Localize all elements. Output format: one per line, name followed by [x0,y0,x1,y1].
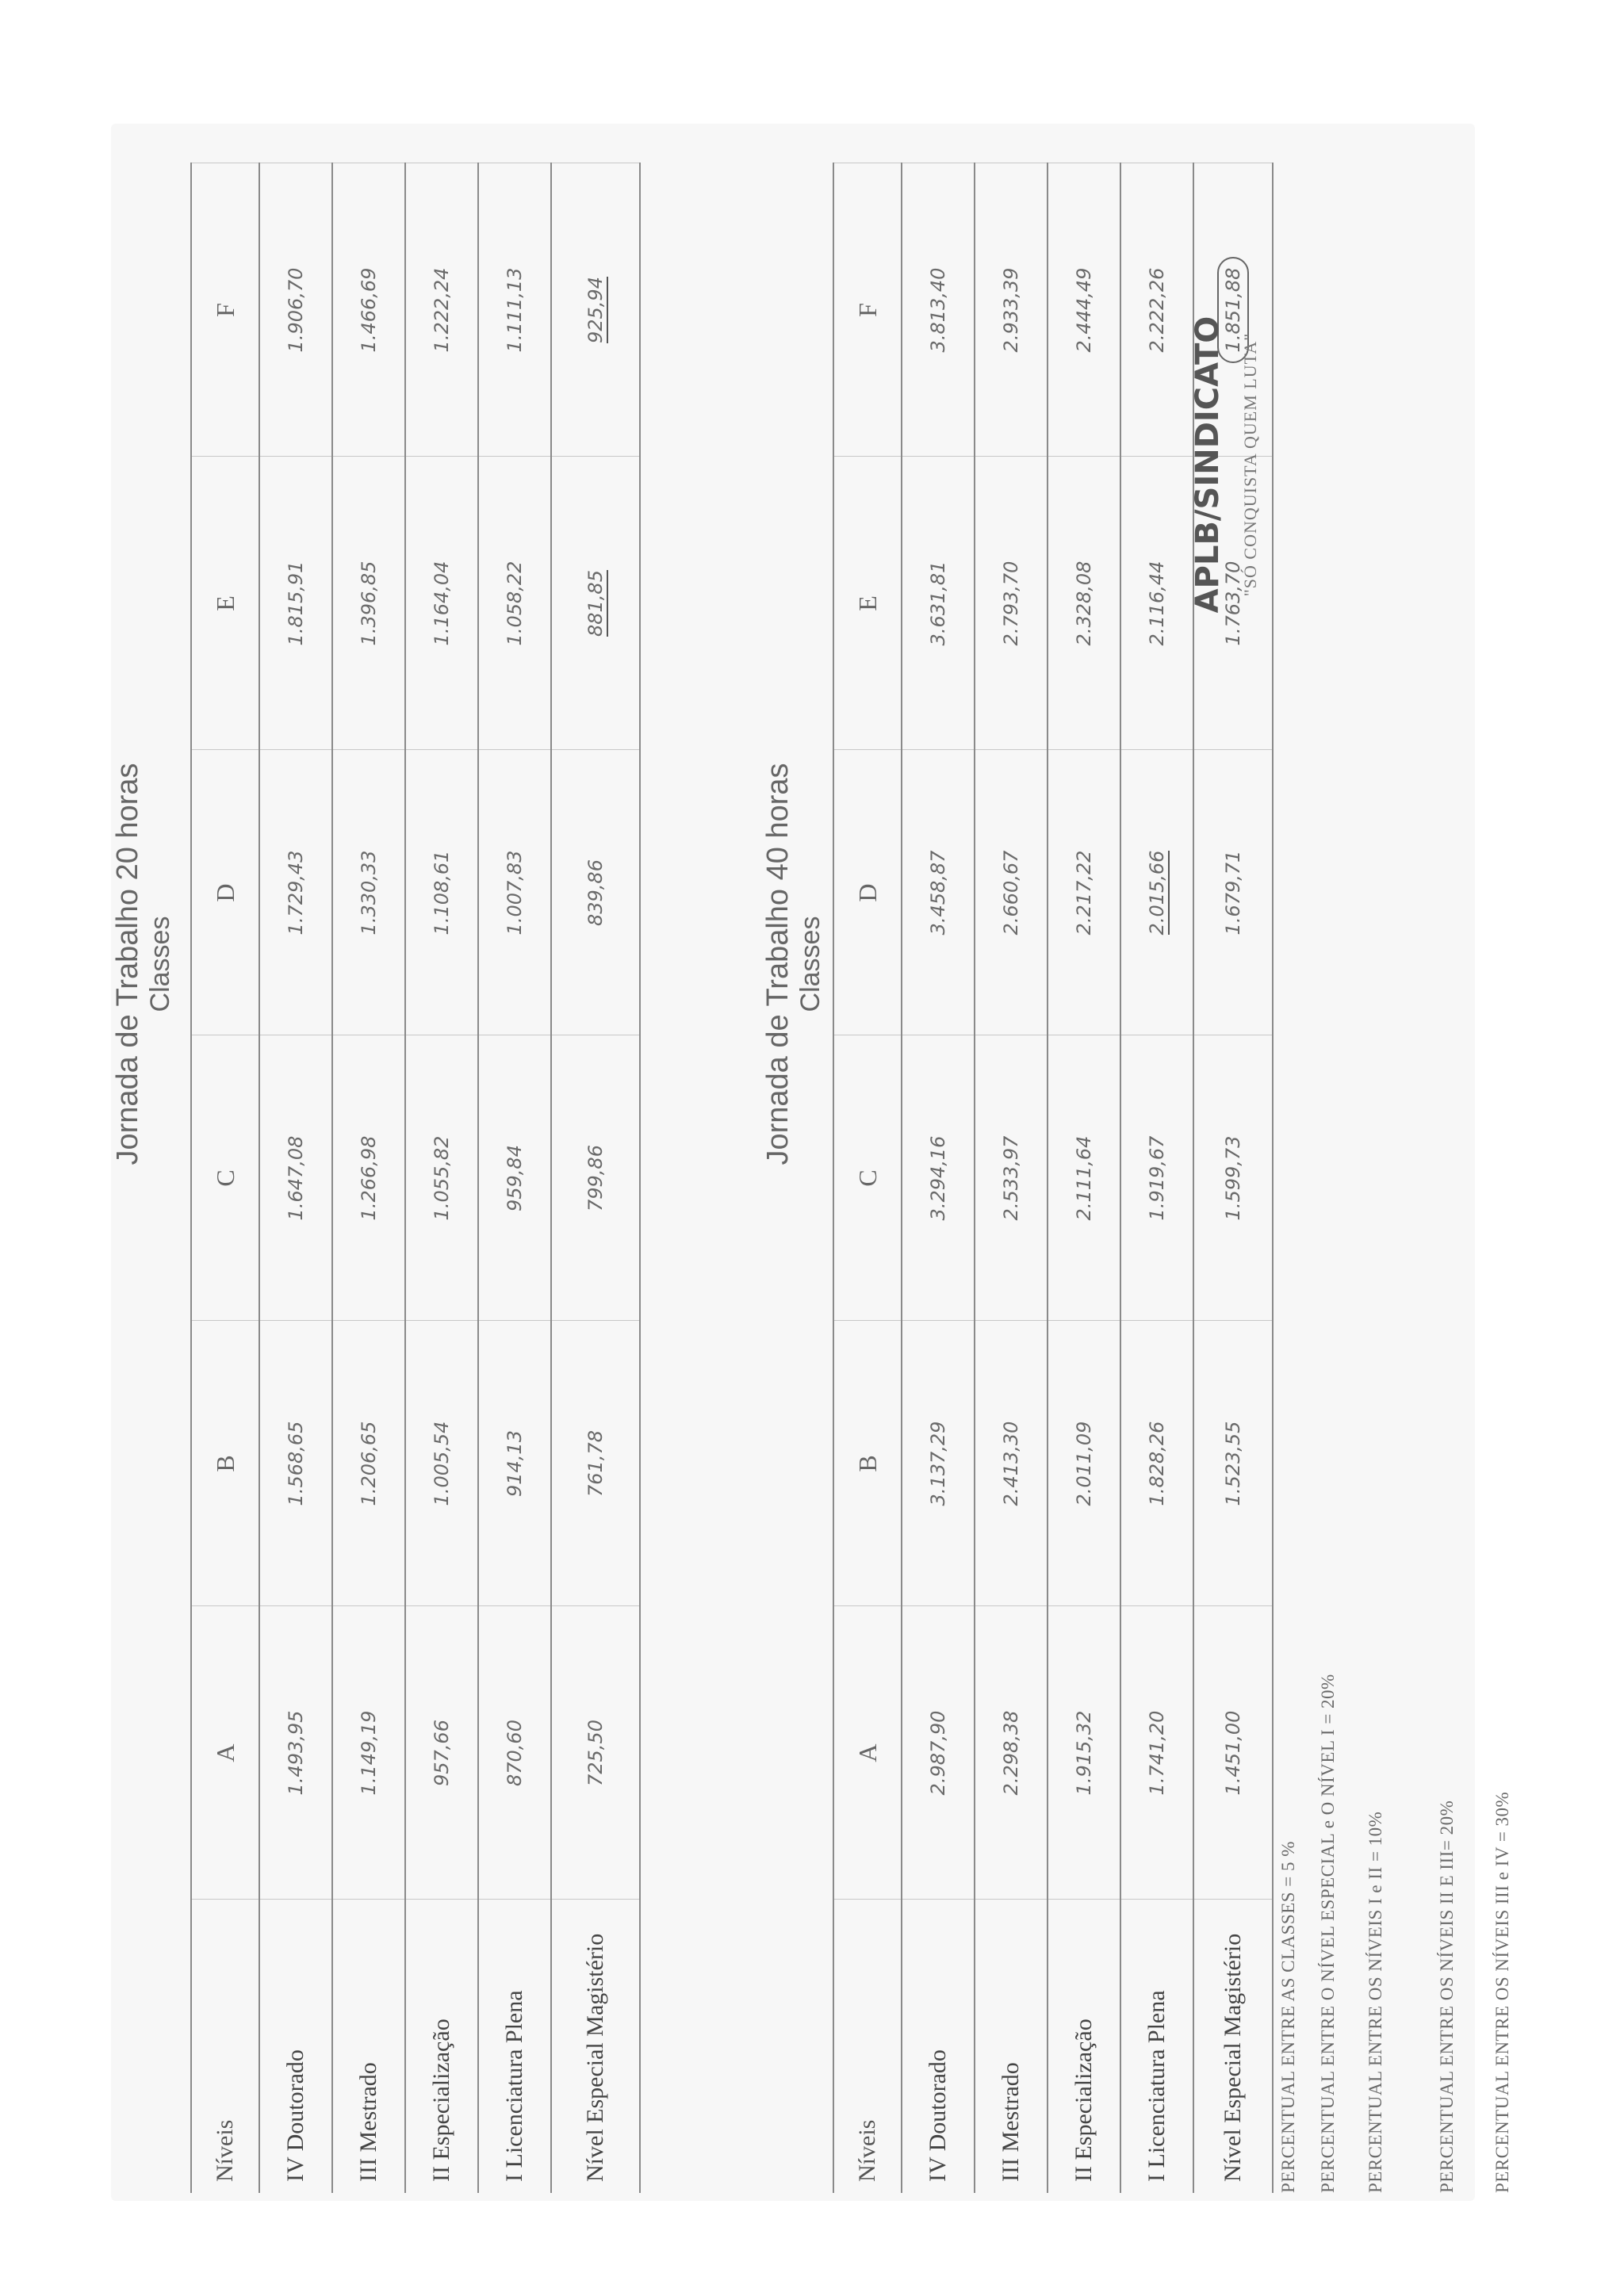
table-cell: 2.933,39 [975,163,1048,457]
table-cell: 959,84 [478,1035,551,1321]
table20-header-c: C [191,1035,259,1321]
table-cell [551,163,640,457]
table-cell: 1.108,61 [405,750,478,1035]
level-label: IV Doutorado [259,1900,332,2193]
table40-header-d: D [833,750,902,1035]
table20-subtitle: Classes [145,916,175,1012]
level-label: Nível Especial Magistério [551,1900,640,2193]
table20-header-e: E [191,457,259,750]
table-cell: 1.599,73 [1193,1035,1273,1321]
table-cell [1120,750,1193,1035]
table-cell: 1.111,13 [478,163,551,457]
table-cell: 1.206,65 [332,1321,405,1606]
table40-title: Jornada de Trabalho 40 horas [761,763,795,1165]
table-cell: 1.266,98 [332,1035,405,1321]
level-label: I Licenciatura Plena [1120,1900,1193,2193]
table-cell: 799,86 [551,1035,640,1321]
table-cell: 2.328,08 [1048,457,1120,750]
level-label: I Licenciatura Plena [478,1900,551,2193]
table-cell: 1.164,04 [405,457,478,750]
table-cell: 2.217,22 [1048,750,1120,1035]
table40-header-b: B [833,1321,902,1606]
table-20-horas [190,163,641,2194]
underlined-value: 925,94 [584,277,607,343]
table-cell [551,457,640,750]
union-motto: "SÓ CONQUISTA QUEM LUTA" [1240,332,1260,597]
table-cell: 1.828,26 [1120,1321,1193,1606]
table-cell: 1.741,20 [1120,1606,1193,1900]
table-row [902,163,975,2193]
table20-header-row [191,163,259,2193]
table40-header-e: E [833,457,902,750]
table20-title: Jornada de Trabalho 20 horas [111,763,144,1165]
table40-header-f: F [833,163,902,457]
note-line: PERCENTUAL ENTRE OS NÍVEIS I e II = 10% [1365,1811,1385,2193]
underlined-value: 881,85 [584,570,607,637]
level-label: III Mestrado [332,1900,405,2193]
table-row [1120,163,1193,2193]
table-cell: 3.294,16 [902,1035,975,1321]
table-row [405,163,478,2193]
level-label: II Especialização [405,1900,478,2193]
table-cell: 2.987,90 [902,1606,975,1900]
table-cell: 870,60 [478,1606,551,1900]
table-cell: 2.444,49 [1048,163,1120,457]
underlined-value: 2.015,66 [1146,850,1168,936]
table-cell: 1.007,83 [478,750,551,1035]
table-cell: 1.396,85 [332,457,405,750]
table40-caption [761,726,826,1202]
table-cell: 1.729,43 [259,750,332,1035]
table20-header-d: D [191,750,259,1035]
note-line: PERCENTUAL ENTRE AS CLASSES = 5 % [1278,1841,1298,2193]
table-row [1048,163,1120,2193]
table-cell: 2.660,67 [975,750,1048,1035]
table-cell: 1.915,32 [1048,1606,1120,1900]
table-cell: 3.813,40 [902,163,975,457]
table-cell: 1.679,71 [1193,750,1273,1035]
table40-header-c: C [833,1035,902,1321]
table-cell: 839,86 [551,750,640,1035]
table-cell: 2.011,09 [1048,1321,1120,1606]
table-row [332,163,405,2193]
table-cell: 3.458,87 [902,750,975,1035]
circled-value: 1.851,88 [1217,257,1249,364]
table-row [551,163,640,2193]
table-cell: 725,50 [551,1606,640,1900]
table-cell: 3.631,81 [902,457,975,750]
table-cell: 957,66 [405,1606,478,1900]
table-cell: 1.466,69 [332,163,405,457]
table20-header-f: F [191,163,259,457]
note-line: PERCENTUAL ENTRE OS NÍVEIS III e IV = 30% [1492,1791,1512,2193]
table-cell: 1.149,19 [332,1606,405,1900]
table-cell: 1.055,82 [405,1035,478,1321]
table-cell: 2.413,30 [975,1321,1048,1606]
table-cell: 761,78 [551,1321,640,1606]
level-label: Nível Especial Magistério [1193,1900,1273,2193]
level-label: IV Doutorado [902,1900,975,2193]
table-cell: 1.763,70 [1193,457,1273,750]
table-cell: 1.330,33 [332,750,405,1035]
table-row [259,163,332,2193]
table40-header-niveis: Níveis [833,1900,902,2193]
table-cell: 914,13 [478,1321,551,1606]
table20-header-b: B [191,1321,259,1606]
table-cell: 1.568,65 [259,1321,332,1606]
union-signature [1189,219,1261,710]
table20-header-a: A [191,1606,259,1900]
table40-header-row [833,163,902,2193]
union-name: APLB/SINDICATO [1189,316,1226,614]
table40-header-a: A [833,1606,902,1900]
table-cell: 2.298,38 [975,1606,1048,1900]
table-cell: 1.815,91 [259,457,332,750]
table-cell: 1.222,24 [405,163,478,457]
table-cell: 3.137,29 [902,1321,975,1606]
table-row [478,163,551,2193]
table-cell: 1.005,54 [405,1321,478,1606]
table-cell: 2.222,26 [1120,163,1193,457]
table20-caption [111,726,176,1202]
table-cell: 1.647,08 [259,1035,332,1321]
table-cell: 1.058,22 [478,457,551,750]
table-cell: 2.116,44 [1120,457,1193,750]
level-label: II Especialização [1048,1900,1120,2193]
note-line: PERCENTUAL ENTRE OS NÍVEIS II E III= 20% [1437,1800,1457,2193]
table-row [975,163,1048,2193]
table-cell: 1.523,55 [1193,1321,1273,1606]
table-cell: 2.111,64 [1048,1035,1120,1321]
table-cell: 1.493,95 [259,1606,332,1900]
level-label: III Mestrado [975,1900,1048,2193]
note-line: PERCENTUAL ENTRE O NÍVEL ESPECIAL e O NÍVEL I = 20% [1318,1674,1338,2193]
table40-subtitle: Classes [795,916,825,1012]
table20-header-niveis: Níveis [191,1900,259,2193]
table-cell: 2.793,70 [975,457,1048,750]
table-cell: 1.919,67 [1120,1035,1193,1321]
table-cell: 2.533,97 [975,1035,1048,1321]
table-cell: 1.906,70 [259,163,332,457]
table-cell: 1.451,00 [1193,1606,1273,1900]
